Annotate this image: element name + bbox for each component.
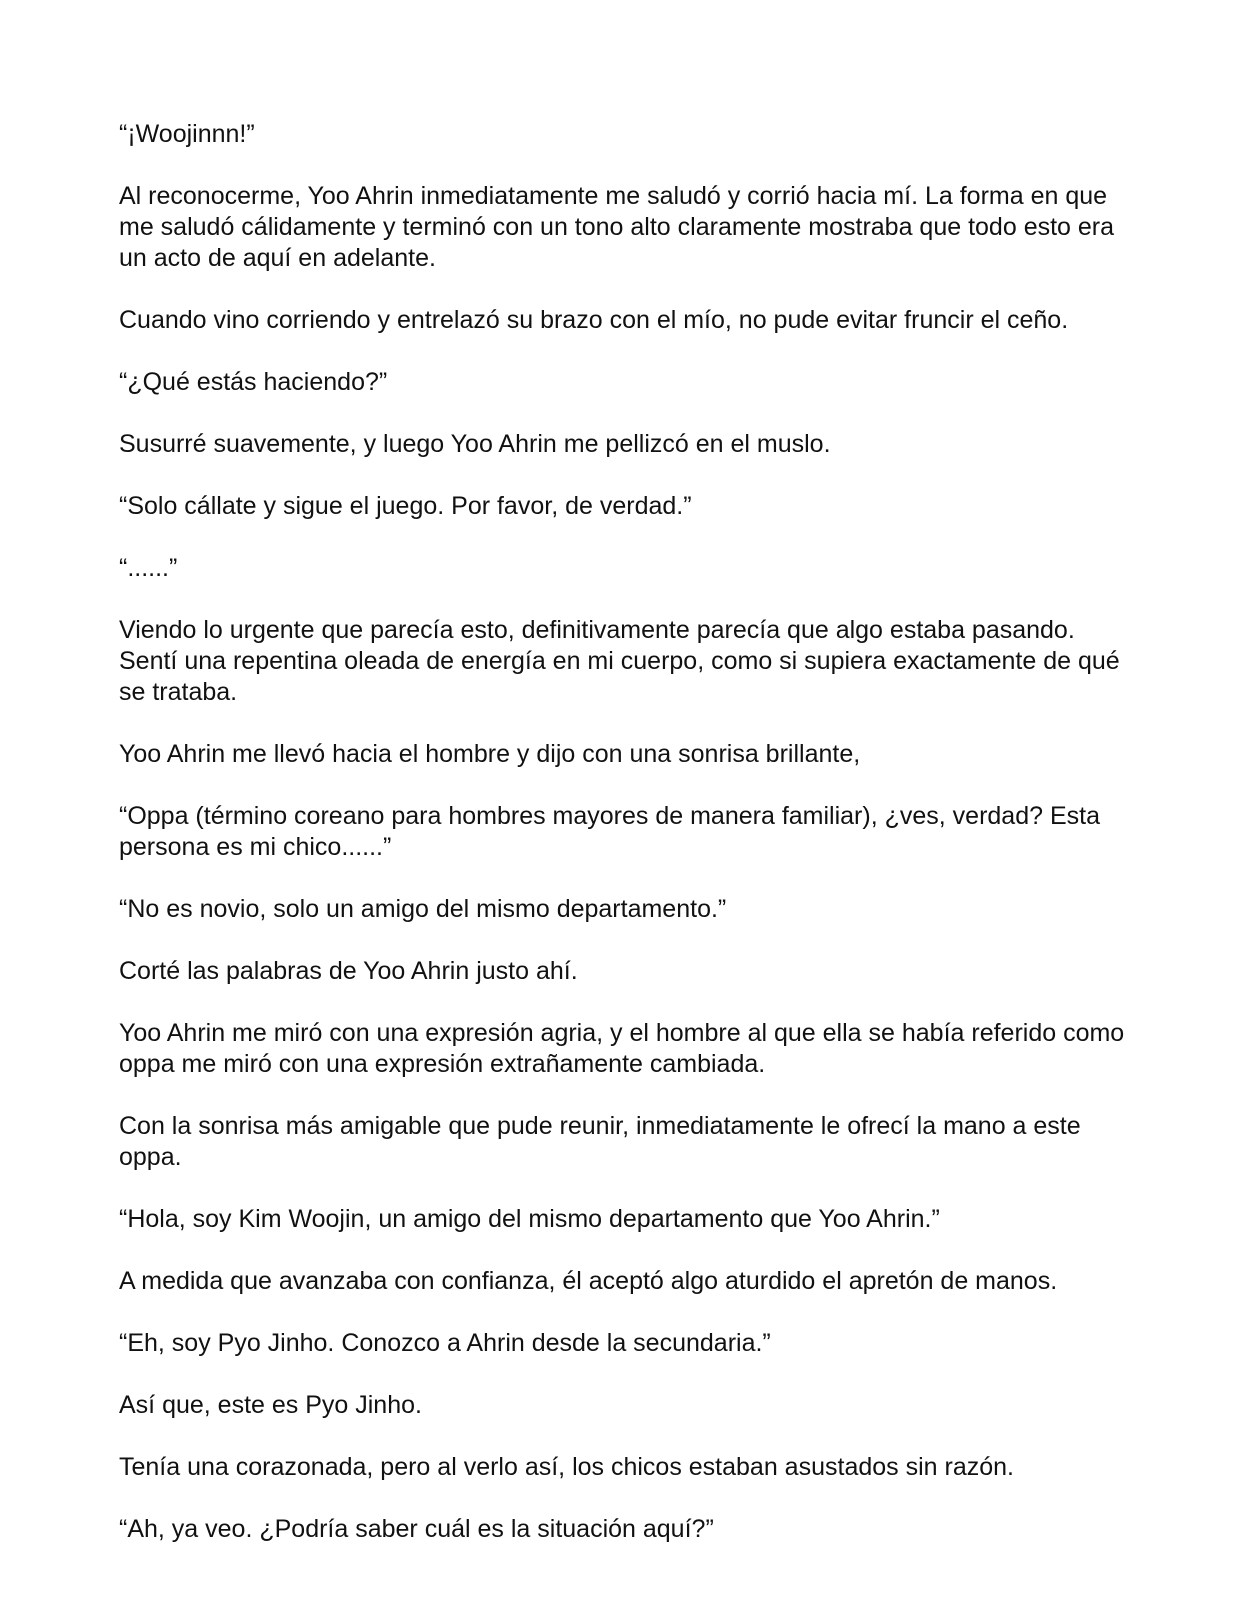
paragraph: Viendo lo urgente que parecía esto, definitivamente parecía que algo estaba pasando. Sentí una repentina oleada de energía en mi cuerpo, como si supiera exactamente de qué se trataba. — [119, 616, 1120, 706]
paragraph: “¿Qué estás haciendo?” — [119, 368, 388, 396]
paragraph: “......” — [119, 554, 178, 582]
paragraph: A medida que avanzaba con confianza, él aceptó algo aturdido el apretón de manos. — [119, 1267, 1058, 1295]
paragraph: Yoo Ahrin me llevó hacia el hombre y dijo con una sonrisa brillante, — [119, 740, 861, 768]
paragraph: “Oppa (término coreano para hombres mayores de manera familiar), ¿ves, verdad? Esta persona es mi chico......” — [119, 802, 1100, 861]
paragraph: Al reconocerme, Yoo Ahrin inmediatamente me saludó y corrió hacia mí. La forma en que me saludó cálidamente y terminó con un tono alto claramente mostraba que todo esto era un acto de aquí en adelante. — [119, 182, 1115, 272]
paragraph: Tenía una corazonada, pero al verlo así, los chicos estaban asustados sin razón. — [119, 1453, 1014, 1481]
body-text — [119, 119, 1129, 1576]
paragraph: Susurré suavemente, y luego Yoo Ahrin me pellizcó en el muslo. — [119, 430, 831, 458]
paragraph: “Hola, soy Kim Woojin, un amigo del mismo departamento que Yoo Ahrin.” — [119, 1205, 940, 1233]
paragraph: “Ah, ya veo. ¿Podría saber cuál es la situación aquí?” — [119, 1515, 714, 1543]
paragraph: “Solo cállate y sigue el juego. Por favor, de verdad.” — [119, 492, 692, 520]
paragraph: Yoo Ahrin me miró con una expresión agria, y el hombre al que ella se había referido como oppa me miró con una expresión extrañamente cambiada. — [119, 1019, 1125, 1078]
paragraph: Así que, este es Pyo Jinho. — [119, 1391, 422, 1419]
paragraph: Con la sonrisa más amigable que pude reunir, inmediatamente le ofrecí la mano a este oppa. — [119, 1112, 1081, 1171]
paragraph: “Eh, soy Pyo Jinho. Conozco a Ahrin desde la secundaria.” — [119, 1329, 771, 1357]
paragraph: Cuando vino corriendo y entrelazó su brazo con el mío, no pude evitar fruncir el ceño. — [119, 306, 1069, 334]
paragraph: “¡Woojinnn!” — [119, 120, 255, 148]
paragraph: Corté las palabras de Yoo Ahrin justo ahí. — [119, 957, 578, 985]
paragraph: “No es novio, solo un amigo del mismo departamento.” — [119, 895, 727, 923]
